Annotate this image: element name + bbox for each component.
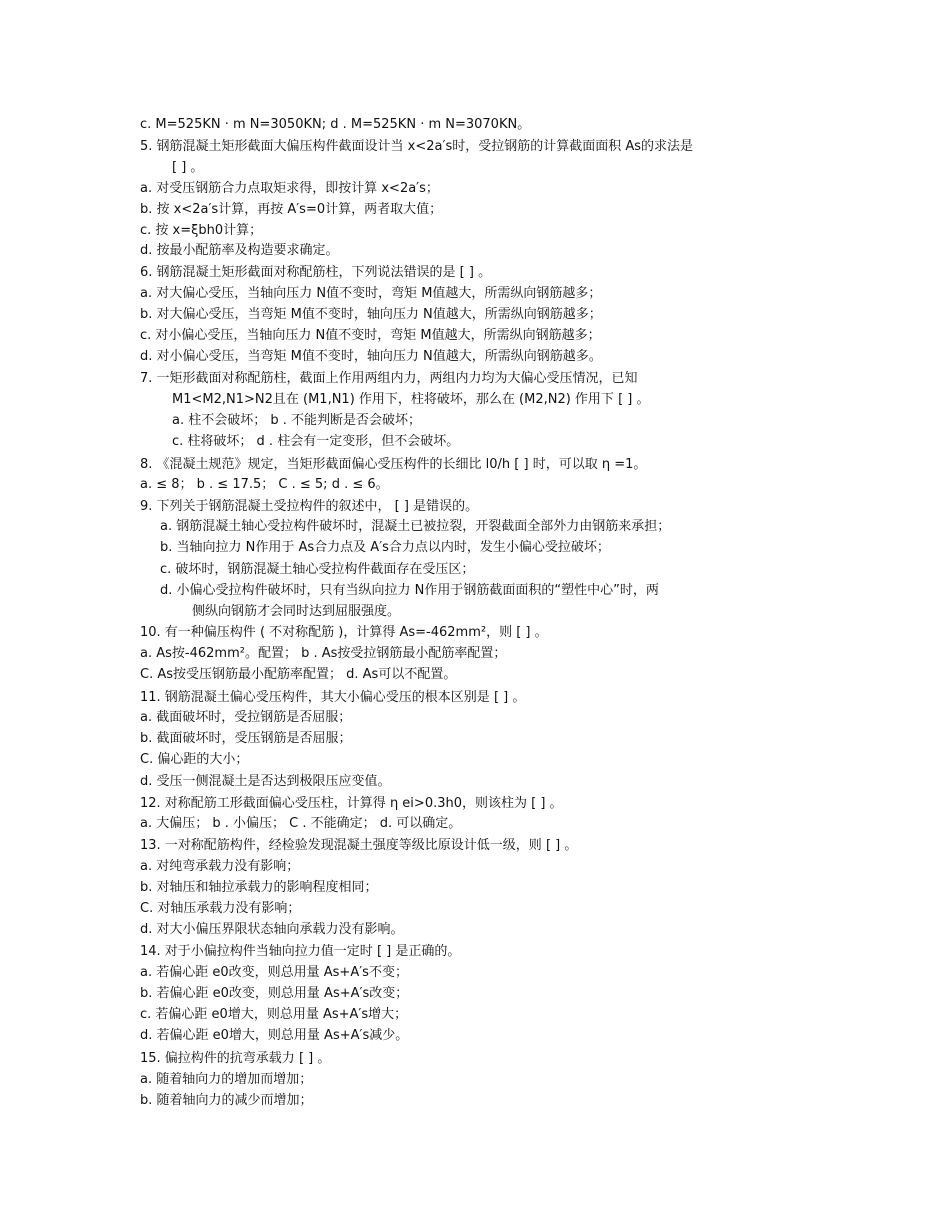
question-14: 14. 对于小偏拉构件当轴向拉力值一定时 [ ] 是正确的。 xyxy=(140,944,461,959)
option-line: a. 对大偏心受压，当轴向压力 N值不变时，弯矩 M值越大，所需纵向钢筋越多； xyxy=(140,286,602,301)
option-line: a. ≤ 8； b . ≤ 17.5； C . ≤ 5; d . ≤ 6。 xyxy=(140,477,389,492)
option-line: d. 对小偏心受压，当弯矩 M值不变时，轴向压力 N值越大，所需纵向钢筋越多。 xyxy=(140,349,602,364)
option-line: a. 柱不会破坏； b . 不能判断是否会破坏； xyxy=(172,413,422,428)
option-line: a. 若偏心距 e0改变，则总用量 As+A′s不变； xyxy=(140,965,408,980)
option-line: C. As按受压钢筋最小配筋率配置； d. As可以不配置。 xyxy=(140,667,457,682)
option-line: a. 大偏压； b . 小偏压； C . 不能确定； d. 可以确定。 xyxy=(140,816,462,831)
question-8: 8. 《混凝土规范》规定，当矩形截面偏心受压构件的长细比 l0/h [ ] 时，可以取 η =1。 xyxy=(140,457,647,472)
question-12: 12. 对称配筋工形截面偏心受压柱，计算得 η ei>0.3h0，则该柱为 [ ] 。 xyxy=(140,796,563,811)
text-line: 侧纵向钢筋才会同时达到屈服强度。 xyxy=(192,604,401,619)
option-line: d. 按最小配筋率及构造要求确定。 xyxy=(140,243,339,258)
option-line: a. 对受压钢筋合力点取矩求得，即按计算 x<2a′s； xyxy=(140,181,439,196)
option-line: a. 截面破坏时，受拉钢筋是否屈服； xyxy=(140,710,352,725)
option-line: a. As按-462mm²。配置； b . As按受拉钢筋最小配筋率配置； xyxy=(140,646,507,661)
option-line: b. 随着轴向力的减少而增加； xyxy=(140,1093,313,1108)
option-line: b. 截面破坏时，受压钢筋是否屈服； xyxy=(140,731,352,746)
question-5: 5. 钢筋混凝土矩形截面大偏压构件截面设计当 x<2a′s时，受拉钢筋的计算截面面积 As的求法是 xyxy=(140,139,694,154)
option-line: d. 受压一侧混凝土是否达到极限压应变值。 xyxy=(140,774,391,789)
option-line: C. 对轴压承载力没有影响； xyxy=(140,901,301,916)
option-line: a. 随着轴向力的增加而增加； xyxy=(140,1072,313,1087)
option-line: d. 小偏心受拉构件破坏时，只有当纵向拉力 N作用于钢筋截面面积的“塑性中心”时，两 xyxy=(160,583,659,598)
option-line: c. 按 x=ξbh0计算； xyxy=(140,223,263,238)
option-line: b. 对大偏心受压，当弯矩 M值不变时，轴向压力 N值越大，所需纵向钢筋越多； xyxy=(140,307,602,322)
option-line: c. 柱将破坏； d . 柱会有一定变形，但不会破坏。 xyxy=(172,434,460,449)
text-line: M1<M2,N1>N2且在 (M1,N1) 作用下，柱将破坏，那么在 (M2,N2) 作用下 [ ] 。 xyxy=(172,392,650,407)
option-line: d. 对大小偏压界限状态轴向承载力没有影响。 xyxy=(140,922,404,937)
option-line: b. 对轴压和轴拉承载力的影响程度相同； xyxy=(140,880,378,895)
text-line: [ ] 。 xyxy=(172,160,204,175)
option-line: b. 按 x<2a′s计算，再按 A′s=0计算，两者取大值； xyxy=(140,202,443,217)
option-line: C. 偏心距的大小； xyxy=(140,752,249,767)
question-7: 7. 一矩形截面对称配筋柱，截面上作用两组内力，两组内力均为大偏心受压情况，已知 xyxy=(140,371,638,386)
option-line: b. 若偏心距 e0改变，则总用量 As+A′s改变； xyxy=(140,986,409,1001)
question-10: 10. 有一种偏压构件 ( 不对称配筋 )，计算得 As=-462mm²，则 [ ] 。 xyxy=(140,625,548,640)
option-line: c. 若偏心距 e0增大，则总用量 As+A′s增大； xyxy=(140,1007,408,1022)
option-line: d. 若偏心距 e0增大，则总用量 As+A′s减少。 xyxy=(140,1028,409,1043)
option-line: a. 钢筋混凝土轴心受拉构件破坏时，混凝土已被拉裂，开裂截面全部外力由钢筋来承担； xyxy=(160,519,671,534)
text-line: c. M=525KN · m N=3050KN; d . M=525KN · m N=3070KN。 xyxy=(140,117,531,132)
question-6: 6. 钢筋混凝土矩形截面对称配筋柱，下列说法错误的是 [ ] 。 xyxy=(140,265,492,280)
question-9: 9. 下列关于钢筋混凝土受拉构件的叙述中， [ ] 是错误的。 xyxy=(140,499,479,514)
question-11: 11. 钢筋混凝土偏心受压构件，其大小偏心受压的根本区别是 [ ] 。 xyxy=(140,690,526,705)
question-13: 13. 一对称配筋构件，经检验发现混凝土强度等级比原设计低一级，则 [ ] 。 xyxy=(140,838,578,853)
option-line: c. 对小偏心受压，当轴向压力 N值不变时，弯矩 M值越大，所需纵向钢筋越多； xyxy=(140,328,601,343)
question-15: 15. 偏拉构件的抗弯承载力 [ ] 。 xyxy=(140,1051,331,1066)
option-line: c. 破坏时，钢筋混凝土轴心受拉构件截面存在受压区； xyxy=(160,562,475,577)
option-line: a. 对纯弯承载力没有影响； xyxy=(140,859,300,874)
option-line: b. 当轴向拉力 N作用于 As合力点及 A′s合力点以内时，发生小偏心受拉破坏； xyxy=(160,540,610,555)
